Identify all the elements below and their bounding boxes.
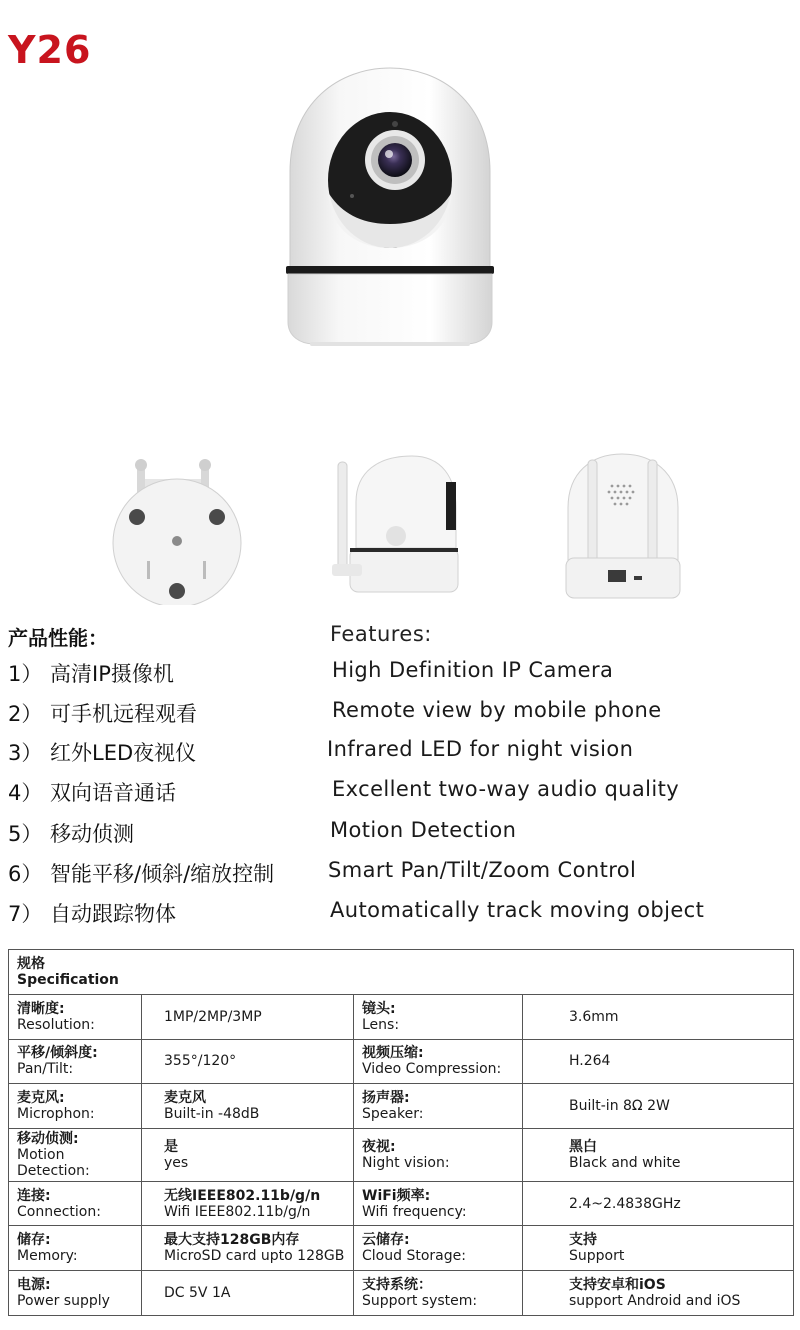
spec-value-en: DC 5V 1A — [164, 1284, 231, 1301]
spec-value — [523, 1270, 794, 1315]
feature-en: Smart Pan/Tilt/Zoom Control — [328, 858, 637, 882]
spec-value-en: Built-in -48dB — [164, 1105, 260, 1122]
spec-value — [523, 1181, 794, 1226]
spec-value-en: H.264 — [569, 1053, 611, 1070]
spec-value-en: Black and white — [569, 1154, 681, 1171]
features-heading-cn: 产品性能： — [8, 626, 108, 650]
feature-number: 4） — [8, 781, 43, 805]
feature-item — [0, 698, 800, 738]
model-title: Y26 — [8, 28, 92, 72]
spec-value — [142, 1039, 354, 1084]
spec-label-en: Night vision: — [362, 1154, 450, 1171]
feature-number: 6） — [8, 862, 43, 886]
spec-label — [9, 1226, 142, 1271]
feature-cn: 自动跟踪物体 — [50, 902, 176, 926]
feature-item — [0, 898, 800, 938]
feature-en: Remote view by mobile phone — [332, 698, 662, 722]
feature-cn: 高清IP摄像机 — [50, 662, 174, 686]
spec-row — [9, 1084, 794, 1129]
spec-value-en: 3.6mm — [569, 1008, 619, 1025]
spec-label-en: Resolution: — [17, 1016, 95, 1033]
spec-label-en: Video Compression: — [362, 1061, 502, 1078]
feature-item — [0, 818, 800, 858]
spec-label-en: Motion Detection: — [17, 1146, 90, 1179]
spec-label-cn: 储存: — [17, 1232, 51, 1249]
spec-value — [142, 1226, 354, 1271]
spec-row — [9, 1181, 794, 1226]
spec-value-cn: 支持安卓和iOS — [569, 1276, 666, 1293]
spec-label — [354, 1128, 523, 1181]
spec-value-cn: 最大支持128GB内存 — [164, 1232, 300, 1249]
spec-label-en: Wifi frequency: — [362, 1203, 467, 1220]
spec-label — [9, 1128, 142, 1181]
spec-label-cn: WiFi频率: — [362, 1187, 431, 1204]
spec-value — [142, 1128, 354, 1181]
spec-row — [9, 1039, 794, 1084]
spec-label-cn: 夜视: — [362, 1138, 396, 1155]
camera-front-image — [270, 62, 510, 352]
spec-label-cn: 平移/倾斜度: — [17, 1045, 98, 1062]
spec-value-en: Built-in 8Ω 2W — [569, 1097, 670, 1114]
feature-item — [0, 737, 800, 777]
spec-value — [523, 1084, 794, 1129]
feature-cn: 双向语音通话 — [50, 781, 176, 805]
camera-bottom-view-image — [105, 455, 250, 605]
feature-en: High Definition IP Camera — [332, 658, 614, 682]
feature-item — [0, 858, 800, 898]
spec-label-cn: 移动侦测: — [17, 1130, 79, 1147]
feature-number: 5） — [8, 822, 43, 846]
spec-value-en: Support — [569, 1248, 625, 1265]
feature-number: 3） — [8, 741, 43, 765]
spec-label-cn: 连接: — [17, 1187, 51, 1204]
spec-label — [354, 995, 523, 1040]
spec-title-cn: 规格 — [17, 956, 45, 972]
spec-value-cn: 是 — [164, 1138, 178, 1155]
spec-label — [9, 1039, 142, 1084]
feature-en: Motion Detection — [330, 818, 517, 842]
spec-label-en: Memory: — [17, 1248, 78, 1265]
spec-row — [9, 1226, 794, 1271]
feature-cn: 移动侦测 — [50, 822, 134, 846]
spec-value — [523, 1039, 794, 1084]
feature-en: Automatically track moving object — [330, 898, 705, 922]
spec-value — [142, 1084, 354, 1129]
feature-number: 2） — [8, 702, 43, 726]
spec-label-cn: 视频压缩: — [362, 1045, 424, 1062]
feature-cn: 可手机远程观看 — [50, 702, 197, 726]
camera-back-view-image — [560, 452, 685, 602]
feature-cn: 智能平移/倾斜/缩放控制 — [50, 862, 275, 886]
spec-label-en: Connection: — [17, 1203, 101, 1220]
feature-number: 1） — [8, 662, 43, 686]
spec-label — [9, 1270, 142, 1315]
spec-value-en: yes — [164, 1154, 189, 1171]
spec-value-en: 1MP/2MP/3MP — [164, 1008, 262, 1025]
spec-title-cell — [9, 950, 794, 995]
feature-en: Infrared LED for night vision — [327, 737, 634, 761]
spec-value — [142, 1270, 354, 1315]
spec-label — [9, 995, 142, 1040]
feature-cn: 红外LED夜视仪 — [50, 741, 197, 765]
spec-label-en: Microphon: — [17, 1105, 95, 1122]
spec-value — [142, 995, 354, 1040]
spec-row — [9, 995, 794, 1040]
spec-label — [9, 1084, 142, 1129]
spec-value-en: Wifi IEEE802.11b/g/n — [164, 1203, 311, 1220]
spec-label-cn: 扬声器: — [362, 1089, 410, 1106]
spec-label-cn: 镜头: — [362, 1000, 396, 1017]
spec-value-en: 355°/120° — [164, 1053, 237, 1070]
spec-label-cn: 清晰度: — [17, 1000, 65, 1017]
spec-label-en: Cloud Storage: — [362, 1248, 466, 1265]
camera-side-view-image — [330, 452, 465, 602]
spec-row — [9, 1128, 794, 1181]
spec-label-cn: 麦克风: — [17, 1089, 65, 1106]
spec-value-en: MicroSD card upto 128GB — [164, 1248, 345, 1265]
spec-value — [523, 1226, 794, 1271]
spec-title-row — [9, 950, 794, 995]
spec-label-cn: 云储存: — [362, 1232, 410, 1249]
spec-label — [354, 1270, 523, 1315]
feature-item — [0, 777, 800, 817]
spec-value-cn: 黑白 — [569, 1138, 597, 1155]
feature-en: Excellent two-way audio quality — [332, 777, 680, 801]
features-heading-en: Features: — [330, 622, 432, 646]
spec-label-en: Speaker: — [362, 1105, 424, 1122]
spec-value — [523, 1128, 794, 1181]
spec-value — [523, 995, 794, 1040]
spec-value-en: support Android and iOS — [569, 1292, 741, 1309]
feature-item — [0, 658, 800, 698]
spec-label — [354, 1084, 523, 1129]
spec-label-en: Pan/Tilt: — [17, 1061, 74, 1078]
spec-label-en: Support system: — [362, 1292, 478, 1309]
spec-value-cn: 支持 — [569, 1232, 597, 1249]
spec-label — [354, 1039, 523, 1084]
spec-label — [9, 1181, 142, 1226]
spec-value-cn: 麦克风 — [164, 1089, 206, 1106]
spec-title-en: Specification — [17, 972, 119, 988]
spec-value — [142, 1181, 354, 1226]
spec-row — [9, 1270, 794, 1315]
spec-value-cn: 无线IEEE802.11b/g/n — [164, 1187, 321, 1204]
spec-label-en: Lens: — [362, 1016, 400, 1033]
spec-label — [354, 1181, 523, 1226]
spec-label-cn: 电源: — [17, 1276, 51, 1293]
feature-number: 7） — [8, 902, 43, 926]
spec-value-en: 2.4~2.4838GHz — [569, 1195, 681, 1212]
spec-label — [354, 1226, 523, 1271]
spec-label-en: Power supply — [17, 1292, 110, 1309]
specification-table — [8, 949, 794, 1316]
spec-label-cn: 支持系统： — [362, 1276, 432, 1293]
